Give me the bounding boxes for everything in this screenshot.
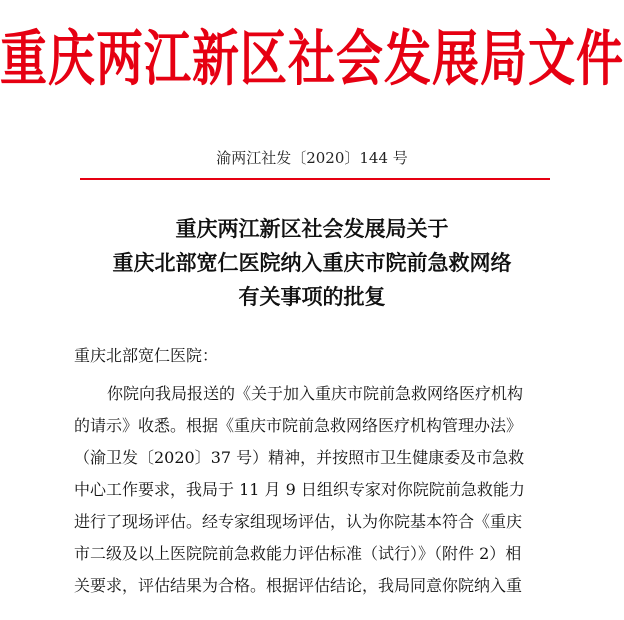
masthead-title: 重庆两江新区社会发展局文件 bbox=[0, 24, 624, 95]
body-paragraph bbox=[74, 378, 552, 602]
document-number: 渝两江社发〔2020〕144 号 bbox=[216, 149, 408, 167]
title-line-2: 重庆北部宽仁医院纳入重庆市院前急救网络 bbox=[112, 250, 512, 275]
body-line: 中心工作要求，我局于 11 月 9 日组织专家对你院院前急救能力 bbox=[74, 480, 525, 499]
title-line-3: 有关事项的批复 bbox=[238, 284, 386, 309]
body-line: 你院向我局报送的《关于加入重庆市院前急救网络医疗机构 bbox=[107, 384, 524, 403]
body-line: 进行了现场评估。经专家组现场评估，认为你院基本符合《重庆 bbox=[74, 512, 523, 531]
title-line-1: 重庆两江新区社会发展局关于 bbox=[175, 216, 449, 241]
salutation: 重庆北部宽仁医院： bbox=[74, 346, 219, 365]
body-line: 的请示》收悉。根据《重庆市院前急救网络医疗机构管理办法》 bbox=[74, 416, 523, 435]
red-divider-line bbox=[80, 178, 550, 180]
body-line: 关要求，评估结果为合格。根据评估结论，我局同意你院纳入重 bbox=[74, 576, 523, 595]
document-title bbox=[0, 212, 624, 314]
body-line: （渝卫发〔2020〕37 号）精神，并按照市卫生健康委及市急救 bbox=[74, 448, 525, 467]
body-line: 市二级及以上医院院前急救能力评估标准（试行）》（附件 2）相 bbox=[74, 544, 522, 563]
